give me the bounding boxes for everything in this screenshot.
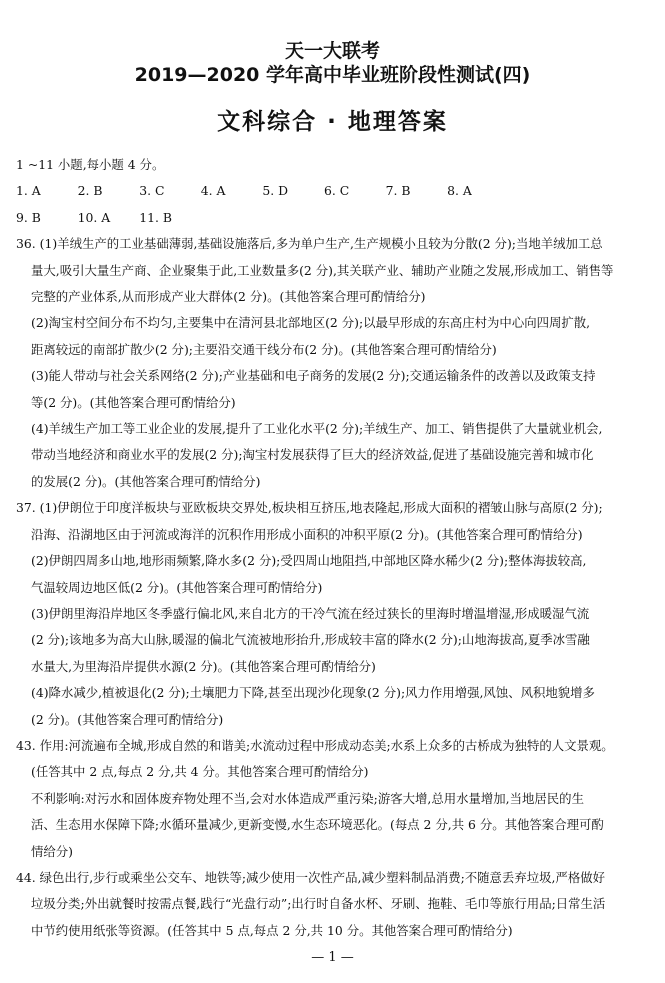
mc-answer: 6. C xyxy=(323,183,350,199)
mc-answer: 4. A xyxy=(200,183,226,199)
q36-line: (4)羊绒生产加工等工业企业的发展,提升了工业化水平(2 分);羊绒生产、加工、销售提供了大量就业机会, xyxy=(31,421,603,437)
mc-answer: 2. B xyxy=(77,183,103,199)
q44-line: 垃圾分类;外出就餐时按需点餐,践行“光盘行动”;出行时自备水杯、牙刷、拖鞋、毛巾等旅行用品;日常生活 xyxy=(31,896,606,912)
q43-line: 情给分) xyxy=(31,843,74,859)
q36-line: (2)淘宝村空间分布不均匀,主要集中在清河县北部地区(2 分);以最早形成的东高庄村为中心向四周扩散, xyxy=(31,315,591,331)
mc-answer: 1. A xyxy=(16,183,41,199)
q43-line: (任答其中 2 点,每点 2 分,共 4 分。其他答案合理可酌情给分) xyxy=(31,764,369,780)
q36-line: 等(2 分)。(其他答案合理可酌情给分) xyxy=(31,394,236,410)
mc-answer: 9. B xyxy=(16,209,41,225)
q36-line: 完整的产业体系,从而形成产业大群体(2 分)。(其他答案合理可酌情给分) xyxy=(31,289,426,305)
q37-line: (4)降水减少,植被退化(2 分);土壤肥力下降,甚至出现沙化现象(2 分);风力作用增强,风蚀、风积地貌增多 xyxy=(31,685,595,701)
q36-line: 带动当地经济和商业水平的发展(2 分);淘宝村发展获得了巨大的经济效益,促进了基础设施完善和城市化 xyxy=(31,447,594,463)
q36-line: (3)能人带动与社会关系网络(2 分);产业基础和电子商务的发展(2 分);交通运输条件的改善以及政策支持 xyxy=(31,368,596,384)
mc-answer: 10. A xyxy=(77,209,111,225)
q37-line: 沿海、沿湖地区由于河流或海洋的沉积作用形成小面积的冲积平原(2 分)。(其他答案合理可酌情给分) xyxy=(31,526,583,542)
mc-answers-row-2 xyxy=(16,205,648,231)
page-number: — 1 — xyxy=(311,950,354,965)
mc-answer: 5. D xyxy=(262,183,289,199)
mc-answer: 7. B xyxy=(385,183,411,199)
q37-line: 水量大,为里海沿岸提供水源(2 分)。(其他答案合理可酌情给分) xyxy=(31,658,376,674)
mc-answer: 11. B xyxy=(139,209,172,225)
q44-line: 中节约使用纸张等资源。(任答其中 5 点,每点 2 分,共 10 分。其他答案合理可酌情给分) xyxy=(31,922,513,938)
q44-line: 44. 绿色出行,步行或乘坐公交车、地铁等;减少使用一次性产品,减少塑料制品消费;不随意丢弃垃圾,严格做好 xyxy=(16,869,605,885)
q36-line: 36. (1)羊绒生产的工业基础薄弱,基础设施落后,多为单户生产,生产规模小且较为分散(2 分);当地羊绒加工总 xyxy=(16,236,603,252)
q36-line: 量大,吸引大量生产商、企业聚集于此,工业数量多(2 分),其关联产业、辅助产业随之发展,形成加工、销售等 xyxy=(31,262,614,278)
mc-answer: 3. C xyxy=(139,183,165,199)
q36-line: 的发展(2 分)。(其他答案合理可酌情给分) xyxy=(31,473,261,489)
q36-line: 距离较远的南部扩散少(2 分);主要沿交通干线分布(2 分)。(其他答案合理可酌情给分) xyxy=(31,341,497,357)
q43-line: 不利影响:对污水和固体废弃物处理不当,会对水体造成严重污染;游客大增,总用水量增加,当地居民的生 xyxy=(31,790,584,806)
mc-answers-row-1 xyxy=(16,178,648,204)
subject-title: 文科综合 · 地理答案 xyxy=(217,109,448,135)
q43-line: 43. 作用:河流遍布全城,形成自然的和谐美;水流动过程中形成动态美;水系上众多的古桥成为独特的人文景观。 xyxy=(16,737,614,753)
q37-line: (2 分);该地多为高大山脉,暖湿的偏北气流被地形抬升,形成较丰富的降水(2 分);山地海拔高,夏季冰雪融 xyxy=(31,632,590,648)
q37-line: (3)伊朗里海沿岸地区冬季盛行偏北风,来自北方的干冷气流在经过狭长的里海时增温增湿,形成暖湿气流 xyxy=(31,605,590,621)
q37-line: (2 分)。(其他答案合理可酌情给分) xyxy=(31,711,224,727)
q37-line: 37. (1)伊朗位于印度洋板块与亚欧板块交界处,板块相互挤压,地表隆起,形成大面积的褶皱山脉与高原(2 分); xyxy=(16,500,603,516)
q37-line: (2)伊朗四周多山地,地形雨频繁,降水多(2 分);受四周山地阻挡,中部地区降水稀少(2 分);整体海拔较高, xyxy=(31,553,587,569)
answer-content xyxy=(16,152,648,944)
mc-note: 1 ~11 小题,每小题 4 分。 xyxy=(16,157,165,172)
q43-line: 活、生态用水保障下降;水循环量减少,更新变慢,水生态环境恶化。(每点 2 分,共 6 分。其他答案合理可酌 xyxy=(31,817,604,833)
org-title: 天一大联考 xyxy=(284,40,380,62)
exam-title: 2019—2020 学年高中毕业班阶段性测试(四) xyxy=(134,64,531,86)
q37-line: 气温较周边地区低(2 分)。(其他答案合理可酌情给分) xyxy=(31,579,323,595)
mc-answer: 8. A xyxy=(447,183,472,199)
